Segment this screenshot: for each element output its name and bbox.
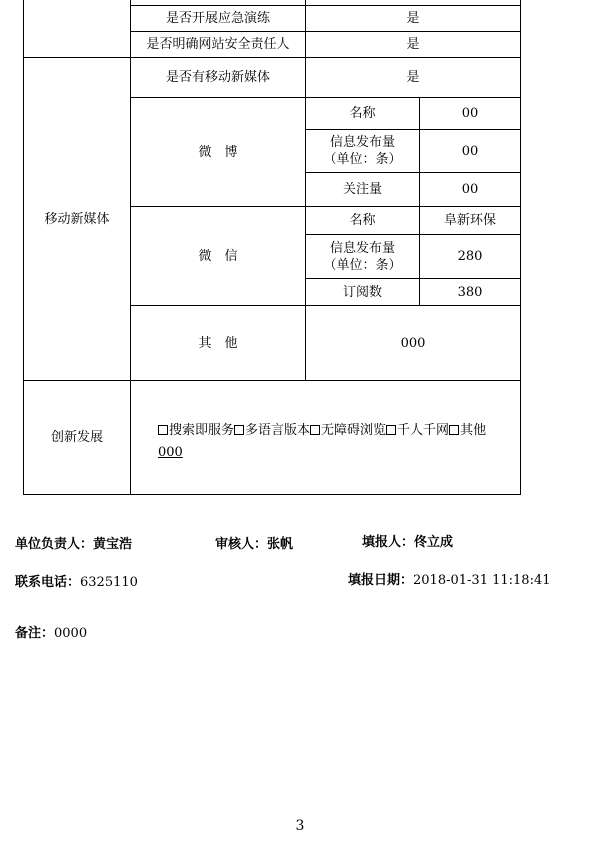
checkbox-icon[interactable] xyxy=(158,425,168,435)
innovation-options xyxy=(158,420,520,464)
weibo-follow-value: 00 xyxy=(461,182,479,197)
option-multilingual: 多语言版本 xyxy=(234,423,310,438)
other-media-label: 其 他 xyxy=(198,335,238,351)
contact-phone: 联系电话：6325110 xyxy=(15,575,138,590)
weixin-publish-value: 280 xyxy=(457,249,483,264)
note: 备注：0000 xyxy=(15,626,88,641)
weixin-name-value: 阜新环保 xyxy=(443,213,496,228)
innovation-label: 创新发展 xyxy=(50,430,103,445)
security-officer-label: 是否明确网站安全责任人 xyxy=(146,37,290,52)
mobile-media-section-label: 移动新媒体 xyxy=(44,211,110,227)
weibo-publish-label-line1: 信息发布量 xyxy=(329,135,395,150)
weixin-publish-label xyxy=(306,235,419,278)
option-other: 其他 xyxy=(449,423,486,438)
weibo-label: 微 博 xyxy=(198,144,238,160)
filler: 填报人：佟立成 xyxy=(362,535,454,550)
unit-head: 单位负责人：黄宝浩 xyxy=(15,537,133,552)
weibo-name-value: 00 xyxy=(461,106,479,121)
weixin-publish-label-line1: 信息发布量 xyxy=(329,240,395,256)
reviewer: 审核人：张帆 xyxy=(215,537,294,552)
option-personalized: 千人千网 xyxy=(386,423,449,438)
checkbox-icon[interactable] xyxy=(234,425,244,435)
option-accessibility: 无障碍浏览 xyxy=(310,423,386,438)
checkbox-icon[interactable] xyxy=(449,425,459,435)
innovation-other-value: 000 xyxy=(158,445,183,460)
checkbox-icon[interactable] xyxy=(310,425,320,435)
option-search-service: 搜索即服务 xyxy=(158,423,234,438)
weixin-subscribe-value: 380 xyxy=(457,284,483,300)
weibo-publish-value: 00 xyxy=(461,143,479,159)
emergency-drill-value: 是 xyxy=(406,11,420,26)
security-officer-value: 是 xyxy=(406,37,420,52)
weixin-name-label: 名称 xyxy=(349,213,376,228)
fill-date: 填报日期：2018-01-31 11:18:41 xyxy=(348,573,551,588)
checkbox-icon[interactable] xyxy=(386,425,396,435)
weixin-publish-label-line2: （单位：条） xyxy=(323,257,402,273)
weixin-label: 微 信 xyxy=(198,248,238,264)
has-mobile-media-label: 是否有移动新媒体 xyxy=(165,70,270,85)
other-media-value: 000 xyxy=(400,335,426,351)
weibo-publish-label xyxy=(306,130,419,172)
weibo-name-label: 名称 xyxy=(349,106,376,121)
weibo-publish-label-line2: （单位：条） xyxy=(323,152,402,167)
weibo-follow-label: 关注量 xyxy=(342,182,382,197)
has-mobile-media-value: 是 xyxy=(406,70,420,85)
emergency-drill-label: 是否开展应急演练 xyxy=(165,11,270,26)
page-number: 3 xyxy=(295,818,305,834)
weixin-subscribe-label: 订阅数 xyxy=(342,284,382,300)
